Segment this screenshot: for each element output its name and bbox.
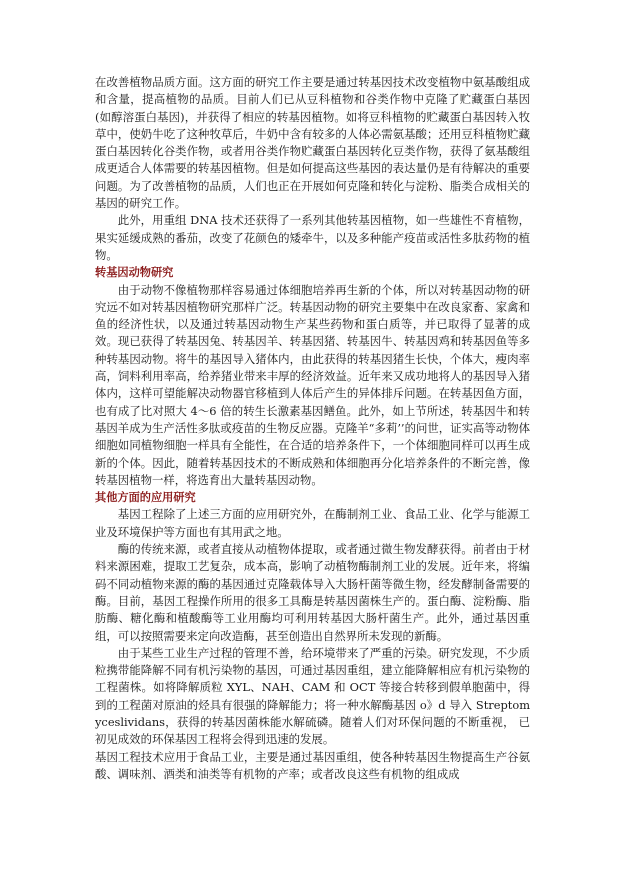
paragraph-enzymes: 酶的传统来源，或者直接从动植物体提取，或者通过微生物发酵获得。前者由于材料来源困难，提取工艺复杂，成本高，影响了动植物酶制剂工业的发展。近年来，将编码不同动植物来源的酶的基因通过克隆载体导入大肠杆菌等微生物，经发酵制备需要的酶。目前，基因工程操作所用的很多工具酶是转基因菌株生产的。蛋白酶、淀粉酶、脂肪酶、糖化酶和植酸酶等工业用酶均可利用转基因大肠杆菌生产。此外，通过基因重组，可以按照需要来定向改造酶，甚至创造出自然界所未发现的新酶。 bbox=[95, 542, 530, 643]
paragraph-other-transgenic-plants: 此外，用重组 DNA 技术还获得了一系列其他转基因植物，如一些雄性不育植物，果实延缓成熟的番茄，改变了花颜色的矮牵牛，以及多种能产疫苗或活性多肽药物的植物。 bbox=[95, 213, 530, 262]
paragraph-other-applications-intro: 基因工程除了上述三方面的应用研究外，在酶制剂工业、食品工业、化学与能源工业及环境保护等方面也有其用武之地。 bbox=[95, 507, 530, 539]
paragraph-transgenic-animals: 由于动物不像植物那样容易通过体细胞培养再生新的个体，所以对转基因动物的研究远不如对转基因植物研究那样广泛。转基因动物的研究主要集中在改良家畜、家禽和鱼的经济性状，以及通过转基因动物生产某些药物和蛋白质等，并已取得了显著的成效。现已获得了转基因兔、转基因羊、转基因猪、转基因牛、转基因鸡和转基因鱼等多种转基因动物。将牛的基因导入猪体内，由此获得的转基因猪生长快，个体大，瘦肉率高，饲料利用率高，给养猪业带来丰厚的经济效益。近年来又成功地将人的基因导入猪体内，这样可望能解决动物器官移植到人体后产生的异体排斥问题。在转基因鱼方面，也有成了比对照大 4～6 倍的转生长激素基因鳝鱼。此外，如上节所述，转基因牛和转基因羊成为生产活性多肽或疫苗的生物反应器。克隆羊“多莉’’的问世，证实高等动物体细胞如同植物细胞一样具有全能性，在合适的培养条件下，一个体细胞同样可以再生成新的个体。因此，随着转基因技术的不断成熟和体细胞再分化培养条件的不断完善，像转基因植物一样，将选育出大量转基因动物。 bbox=[95, 282, 530, 487]
section-heading-transgenic-animals: 转基因动物研究 bbox=[95, 266, 174, 280]
paragraph-environment: 由于某些工业生产过程的管理不善，给环境带来了严重的污染。研究发现，不少质粒携带能降解不同有机污染物的基因，可通过基因重组，建立能降解相应有机污染物的工程菌株。如将降解质粒 XYL、NAH、CAM 和 OCT 等接合转移到假单胞菌中，得到的工程菌对原油的烃具有很强的降解能力；将一种水解酶基因 o》d 导入 Streptomyceslividans，获得的转基因菌株能水解硫磷。随着人们对环保问题的不断重视， 已初见成效的环保基因工程将会得到迅速的发展。 bbox=[95, 645, 530, 747]
paragraph-plant-quality: 在改善植物品质方面。这方面的研究工作主要是通过转基因技术改变植物中氨基酸组成和含量，提高植物的品质。目前人们已从豆科植物和谷类作物中克隆了贮藏蛋白基因(如醇溶蛋白基因)，并获得了相应的转基因植物。如将豆科植物的贮藏蛋白基因转入牧草中，使奶牛吃了这种牧草后，牛奶中含有较多的人体必需氨基酸；还用豆科植物贮藏蛋白基因转化谷类作物，或者用谷类作物贮藏蛋白基因转化豆类作物，获得了氨基酸组成更适合人体需要的转基因植物。但是如何提高这些基因的表达量仍是有待解决的重要问题。为了改善植物的品质，人们也正在开展如何克隆和转化与淀粉、脂类合成相关的基因的研究工作。 bbox=[95, 75, 530, 211]
section-heading-other-applications: 其他方面的应用研究 bbox=[95, 491, 196, 505]
paragraph-food-industry: 基因工程技术应用于食品工业，主要是通过基因重组，使各种转基因生物提高生产谷氨酸、调味剂、酒类和油类等有机物的产率；或者改良这些有机物的组成成 bbox=[95, 749, 530, 781]
